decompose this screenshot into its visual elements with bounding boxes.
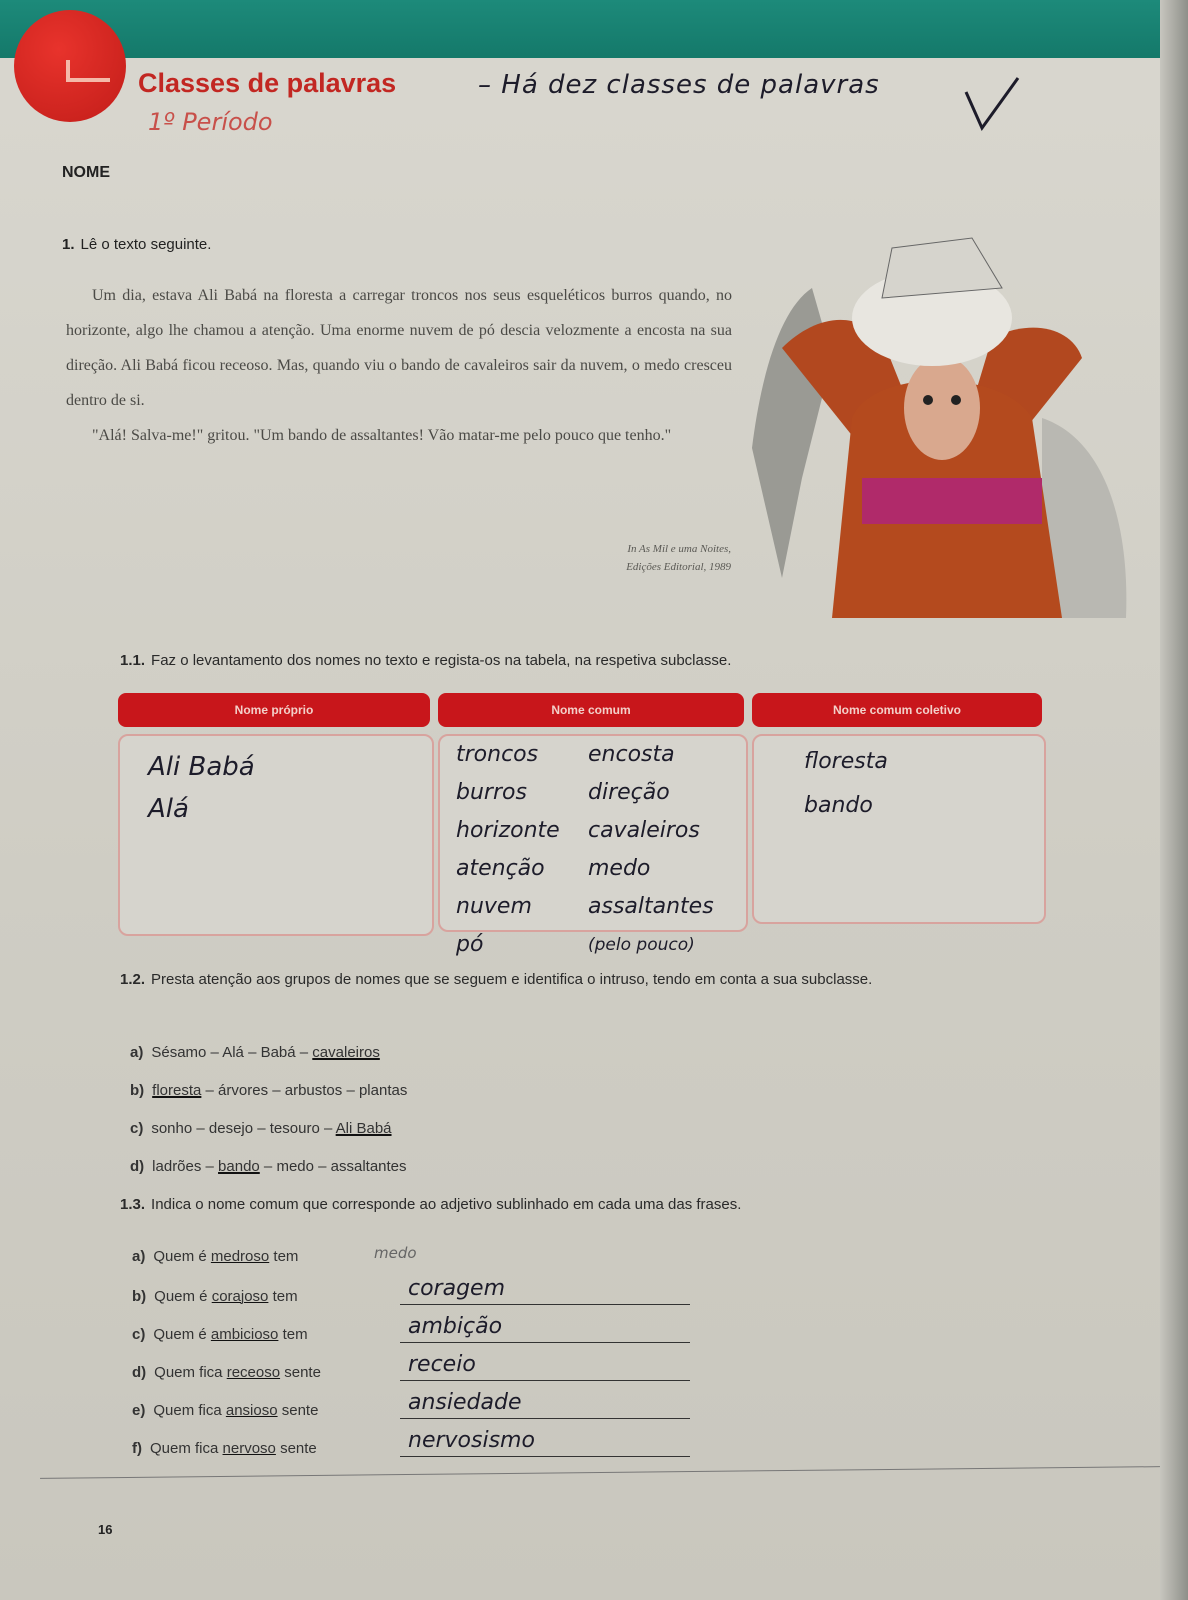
table-header-proprio: Nome próprio: [118, 693, 430, 727]
handwritten-title-note: – Há dez classes de palavras: [478, 70, 880, 100]
answer-text: direção: [588, 780, 670, 805]
story-text: [66, 278, 732, 453]
table-cell-proprio[interactable]: [118, 734, 434, 936]
answer-text: burros: [456, 780, 527, 805]
marked-intruder[interactable]: floresta: [152, 1082, 202, 1099]
face-shape: [904, 356, 980, 460]
eye-right: [951, 395, 961, 405]
question-1-2-instruction: Presta atenção aos grupos de nomes que se seguem e identifica o intruso, tendo em conta a sua subclasse.: [151, 971, 873, 988]
item-post: sente: [280, 1364, 321, 1381]
item-post: sente: [275, 1440, 317, 1457]
underlined-adjective: receoso: [226, 1364, 281, 1381]
exercise-1-number: 1.: [62, 236, 75, 253]
fill-item-a: [132, 1248, 298, 1265]
question-1-3-instruction: Indica o nome comum que corresponde ao adjetivo sublinhado em cada uma das frases.: [151, 1196, 742, 1213]
option-b: [130, 1082, 407, 1099]
comum-entries-left: [456, 736, 560, 964]
table-cell-comum[interactable]: [438, 734, 748, 957]
option-pre: ladrões –: [152, 1158, 219, 1175]
option-letter: d): [130, 1158, 145, 1175]
question-1-1: [120, 652, 731, 669]
question-1-3-number: 1.3.: [120, 1196, 146, 1213]
option-post: – medo – assaltantes: [259, 1158, 407, 1175]
item-letter: a): [132, 1248, 146, 1265]
table-header-comum: Nome comum: [438, 693, 744, 727]
page-number: 16: [98, 1522, 113, 1537]
coletivo-entries: [804, 740, 888, 828]
sash-shape: [862, 478, 1042, 524]
option-c: [130, 1120, 392, 1137]
answer-text: bando: [804, 793, 873, 818]
fill-item-e: [132, 1402, 318, 1419]
answer-text: cavaleiros: [588, 818, 700, 843]
underlined-adjective: corajoso: [211, 1288, 269, 1305]
fill-item-f: [132, 1440, 317, 1457]
page-title: Classes de palavras: [138, 68, 397, 98]
answer-text: floresta: [804, 749, 888, 774]
answer-text: nuvem: [456, 894, 532, 919]
ali-baba-illustration: [742, 218, 1134, 638]
question-1-1-number: 1.1.: [120, 652, 146, 669]
option-a: [130, 1044, 380, 1061]
table-cell-coletivo[interactable]: [752, 734, 1046, 924]
item-pre: Quem fica: [153, 1402, 226, 1419]
answer-text: medo: [588, 856, 651, 881]
answer-text: atenção: [456, 856, 545, 881]
option-letter: c): [130, 1120, 144, 1137]
underlined-adjective: medroso: [210, 1248, 270, 1265]
fill-item-d: [132, 1364, 321, 1381]
option-pre: sonho – desejo – tesouro –: [151, 1120, 336, 1137]
page-edge: [1160, 0, 1188, 1600]
story-paragraph-1: Um dia, estava Ali Babá na floresta a carregar troncos nos seus esqueléticos burros quando, no horizonte, algo lhe chamou a atenção. Uma enorme nuvem de pó descia velozmente a encosta na sua direção. Ali Babá ficou receoso. Mas, quando viu o bando de cavaleiros sair da nuvem, o medo cresceu dentro de si.: [66, 287, 732, 409]
underlined-adjective: nervoso: [222, 1440, 276, 1457]
answer-field-e[interactable]: ansiedade: [408, 1390, 522, 1415]
item-letter: f): [132, 1440, 142, 1457]
question-1-1-instruction: Faz o levantamento dos nomes no texto e regista-os na tabela, na respetiva subclasse.: [151, 652, 732, 669]
chapter-badge: [14, 10, 126, 122]
item-pre: Quem é: [154, 1288, 212, 1305]
table-header-coletivo: Nome comum coletivo: [752, 693, 1042, 727]
comum-entries-right: [588, 736, 714, 964]
item-pre: Quem fica: [150, 1440, 223, 1457]
item-letter: c): [132, 1326, 146, 1343]
item-post: sente: [277, 1402, 319, 1419]
story-paragraph-2: "Alá! Salva-me!" gritou. "Um bando de assaltantes! Vão matar-me pelo pouco que tenho.": [92, 427, 672, 444]
footer-divider: [40, 1466, 1160, 1479]
item-letter: b): [132, 1288, 147, 1305]
item-letter: d): [132, 1364, 147, 1381]
item-post: tem: [278, 1326, 308, 1343]
underlined-adjective: ansioso: [225, 1402, 278, 1419]
item-post: tem: [268, 1288, 298, 1305]
marked-intruder[interactable]: Ali Babá: [335, 1120, 392, 1137]
fill-item-c: [132, 1326, 308, 1343]
answer-field-d[interactable]: receio: [408, 1352, 476, 1377]
option-pre: Sésamo – Alá – Babá –: [151, 1044, 313, 1061]
source-line-2: Edições Editorial, 1989: [626, 561, 731, 573]
answer-field-a[interactable]: medo: [374, 1244, 417, 1262]
answer-text: pó: [456, 932, 484, 957]
exercise-1-instruction: Lê o texto seguinte.: [80, 236, 212, 253]
item-letter: e): [132, 1402, 146, 1419]
name-field-label: NOME: [62, 164, 110, 181]
eye-left: [923, 395, 933, 405]
answer-text: Ali Babá: [148, 752, 255, 782]
answer-field-f[interactable]: nervosismo: [408, 1428, 535, 1453]
answer-text: (pelo pouco): [588, 935, 695, 955]
underlined-adjective: ambicioso: [210, 1326, 279, 1343]
answer-text: assaltantes: [588, 894, 714, 919]
badge-mark-icon: [66, 60, 110, 82]
answer-field-b[interactable]: coragem: [408, 1276, 506, 1301]
question-1-3: [120, 1196, 741, 1213]
proprio-entries: [148, 746, 255, 830]
item-pre: Quem é: [153, 1326, 211, 1343]
option-letter: b): [130, 1082, 145, 1099]
item-pre: Quem é: [153, 1248, 211, 1265]
fill-item-b: [132, 1288, 298, 1305]
source-line-1: In As Mil e uma Noites,: [627, 543, 731, 555]
item-post: tem: [269, 1248, 299, 1265]
story-source: [546, 540, 731, 576]
question-1-2: [120, 966, 1050, 994]
exercise-1-heading: [62, 236, 211, 253]
answer-text: horizonte: [456, 818, 560, 843]
item-pre: Quem fica: [154, 1364, 227, 1381]
bundle-shape: [882, 238, 1002, 298]
answer-field-c[interactable]: ambição: [408, 1314, 503, 1339]
answer-text: Alá: [148, 794, 189, 824]
option-letter: a): [130, 1044, 144, 1061]
handwritten-period-note: 1º Período: [148, 108, 273, 136]
answer-text: troncos: [456, 742, 539, 767]
teal-header-band: [0, 0, 1160, 58]
question-1-2-number: 1.2.: [120, 971, 146, 988]
checkmark-icon: [962, 72, 1022, 136]
marked-intruder[interactable]: cavaleiros: [312, 1044, 380, 1061]
option-d: [130, 1158, 407, 1175]
answer-text: encosta: [588, 742, 675, 767]
option-post: – árvores – arbustos – plantas: [201, 1082, 408, 1099]
marked-intruder[interactable]: bando: [218, 1158, 260, 1175]
